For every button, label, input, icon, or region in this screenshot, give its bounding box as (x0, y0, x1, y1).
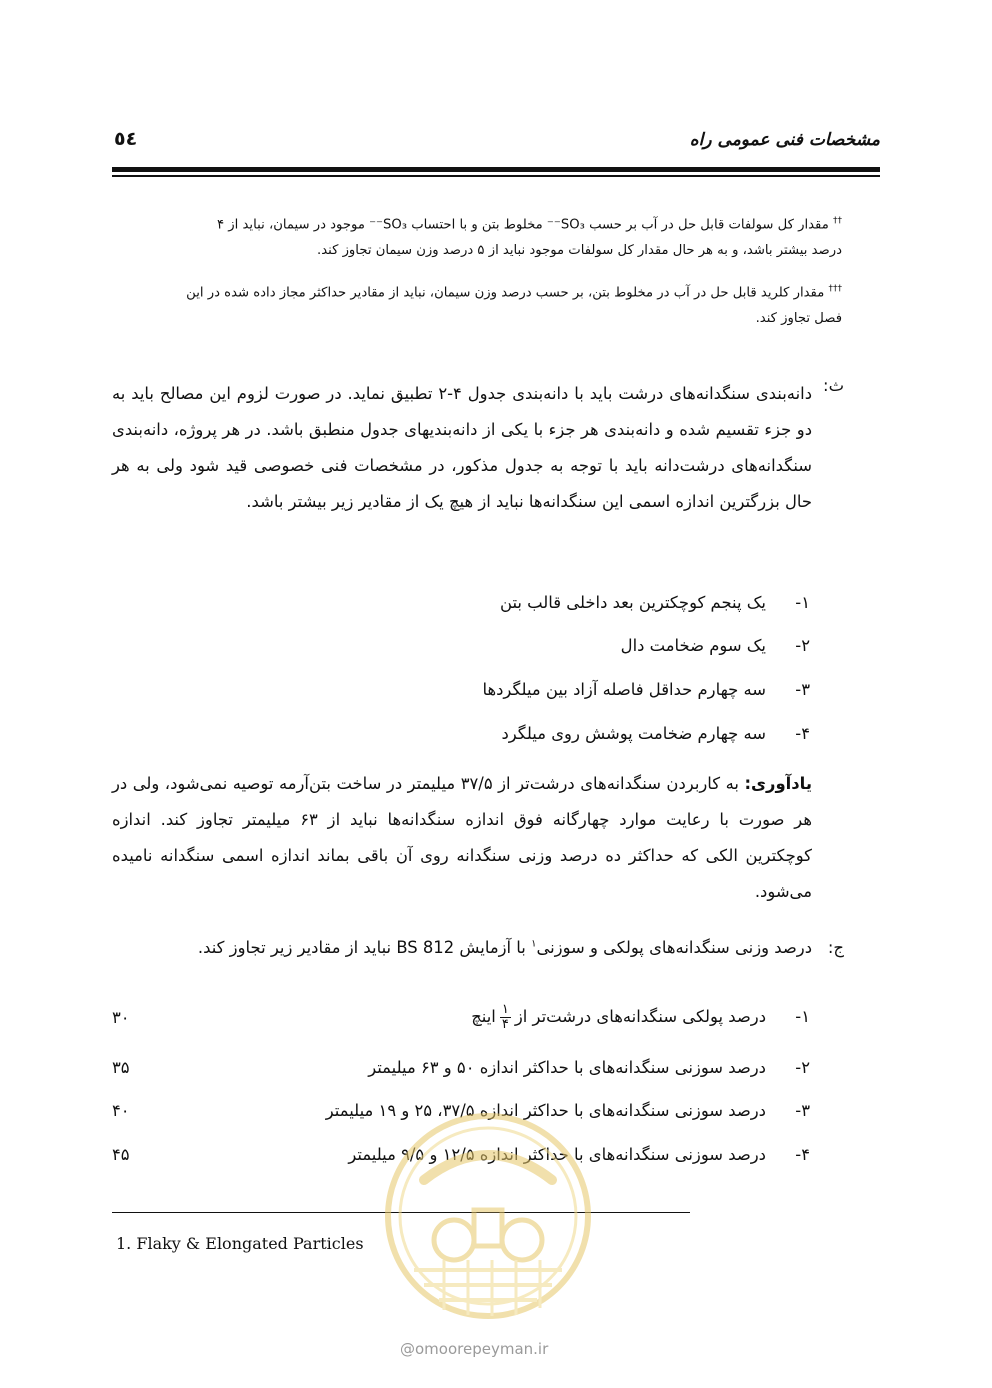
watermark-seal-icon (384, 1110, 592, 1322)
grade-item-text: درصد سوزنی سنگدانه‌های با حداکثر اندازه ۳۷/۵، ۲۵ و ۱۹ میلیمتر (325, 1101, 766, 1120)
list-item-text: یک سوم ضخامت دال (620, 636, 766, 655)
list-item-number: ۴- (795, 724, 810, 743)
footnote-text: فصل تجاوز کند. (755, 311, 842, 327)
page-number: ٥٤ (114, 128, 138, 150)
grade-item (471, 1003, 810, 1032)
footnote-text: درصد بیشتر باشد، و به هر حال مقدار کل سولفات موجود نباید از ۵ درصد وزن سیمان تجاوز کند. (317, 243, 842, 259)
footnote-marker: ††† (828, 284, 842, 294)
note-paragraph (112, 766, 812, 910)
section-j-paragraph (198, 938, 812, 957)
grade-value: ۴۵ (112, 1145, 130, 1164)
list-item-number: ۳- (795, 680, 810, 699)
footnote-marker: †† (833, 216, 842, 226)
grade-item-number: ۳- (795, 1101, 810, 1120)
grade-item-text: درصد سوزنی سنگدانه‌های با حداکثر اندازه ۵۰ و ۶۳ میلیمتر (368, 1058, 766, 1077)
list-item-text: سه چهارم ضخامت پوشش روی میلگرد (501, 724, 766, 743)
grade-item (368, 1058, 810, 1077)
section-j-text: با آزمایش BS 812 نباید از مقادیر زیر تجاوز کند. (197, 938, 526, 957)
section-j-text: درصد وزنی سنگدانه‌های پولکی و سوزنی (536, 938, 812, 957)
grade-item-number: ۲- (795, 1058, 810, 1077)
grade-item-text: درصد سوزنی سنگدانه‌های با حداکثر اندازه ۱۲/۵ و ۹/۵ میلیمتر (348, 1145, 766, 1164)
list-item (482, 680, 810, 699)
footnote-chloride (130, 276, 842, 332)
footnote-text: مقدار کلرید قابل حل در آب در مخلوط بتن، بر حسب درصد وزن سیمان، نباید از مقادیر حداکثر مجاز داده شده در این (186, 285, 825, 301)
list-item-number: ۲- (795, 636, 810, 655)
fraction-numerator: ۱ (501, 1002, 509, 1017)
list-item-text: سه چهارم حداقل فاصله آزاد بین میلگردها (482, 680, 766, 699)
header-rule-thin (112, 175, 880, 177)
note-text: به کاربردن سنگدانه‌های درشت‌تر از ۳۷/۵ میلیمتر در ساخت بتن‌آرمه توصیه نمی‌شود، ولی در هر صورت با رعایت موارد چهارگانه فوق اندازه سنگدانه‌ها نباید از ۶۳ میلیمتر تجاوز کند. اندازه کوچکترین الکی که حداکثر ده درصد وزنی سنگدانه روی آن باقی بماند اندازه اسمی سنگدانه نامیده می‌شود. (112, 774, 812, 901)
fraction-denominator: ۴ (501, 1017, 509, 1032)
note-label: یادآوری: (744, 774, 812, 793)
footnote-text: مقدار کل سولفات قابل حل در آب بر حسب SO₃⁻⁻ مخلوط بتن و با احتساب SO₃⁻⁻ موجود در سیمان، نباید از ۴ (216, 217, 829, 233)
list-item-text: یک پنجم کوچکترین بعد داخلی قالب بتن (499, 593, 766, 612)
section-label-th: ث: (823, 376, 844, 395)
footnote-ref: ۱ (531, 938, 537, 950)
list-item (621, 636, 810, 655)
watermark-text: @omoorepeyman.ir (400, 1340, 549, 1358)
grade-item-number: ۴- (795, 1145, 810, 1164)
list-item (500, 593, 810, 612)
footnote-sulfate (130, 208, 842, 264)
grade-item-text: درصد پولکی سنگدانه‌های درشت‌تر از (514, 1007, 766, 1026)
grade-item-text: اینچ (471, 1007, 496, 1026)
list-item (501, 724, 810, 743)
section-label-j: ج: (827, 938, 844, 957)
header-title: مشخصات فنی عمومی راه (689, 130, 880, 150)
footnote-english: 1. Flaky & Elongated Particles (116, 1234, 364, 1253)
list-item-number: ۱- (795, 593, 810, 612)
section-th-paragraph: دانه‌بندی سنگدانه‌های درشت باید با دانه‌بندی جدول ۴-۲ تطبیق نماید. در صورت لزوم این مصالح باید به دو جزء تقسیم شده و دانه‌بندی هر جزء با یکی از دانه‌بندیهای جدول منطبق باشد. در هر پروژه، دانه‌بندی سنگدانه‌های درشت‌دانه باید با توجه به جدول مذکور، در مشخصات فنی خصوصی قید شود ولی به هر حال بزرگترین اندازه اسمی این سنگدانه‌ها نباید از هیچ یک از مقادیر زیر بیشتر باشد. (112, 384, 812, 511)
grade-item-number: ۱- (795, 1007, 810, 1026)
header-rule-thick (112, 167, 880, 172)
grade-value: ۳۵ (112, 1058, 130, 1077)
grade-value: ۴۰ (112, 1101, 130, 1120)
grade-value: ۳۰ (112, 1008, 130, 1027)
page-header (112, 118, 880, 158)
fraction (500, 1003, 511, 1032)
